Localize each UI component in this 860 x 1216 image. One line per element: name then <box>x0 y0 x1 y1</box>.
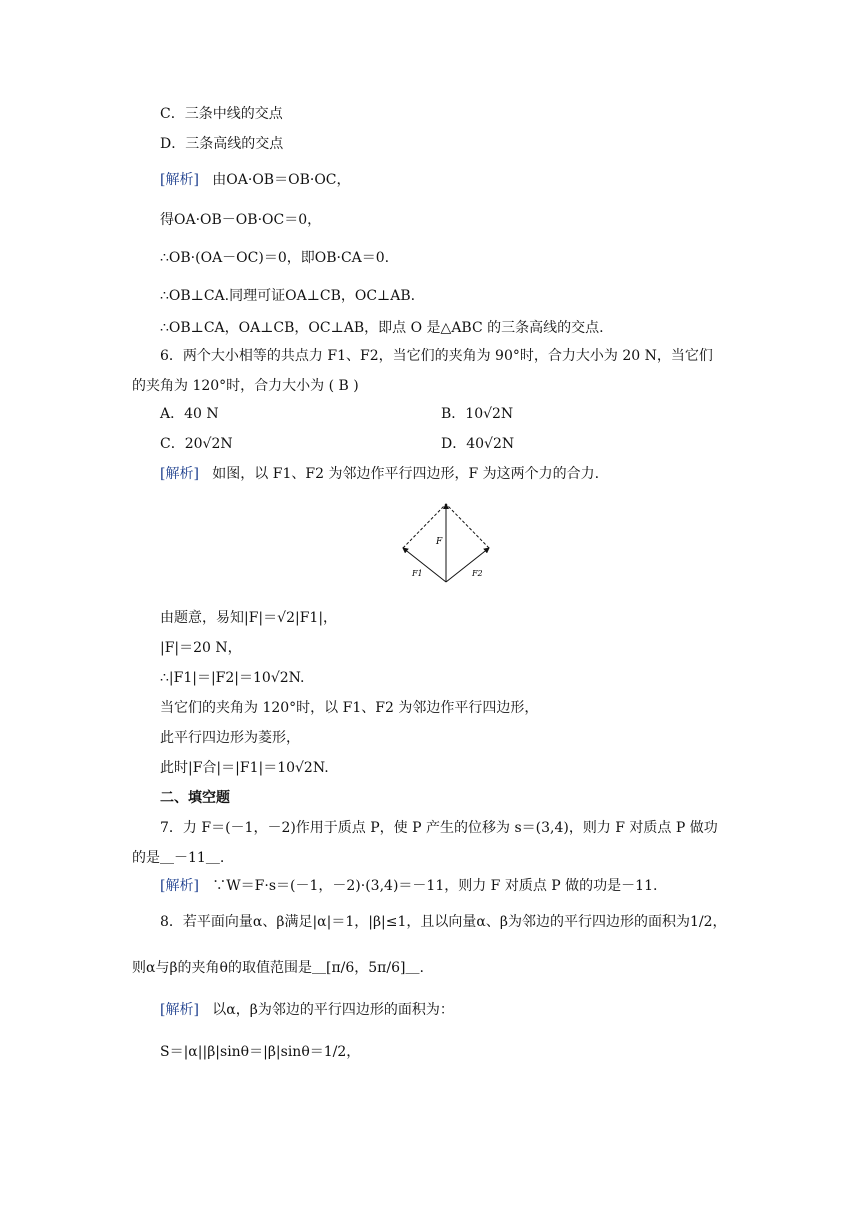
solution-line: 由题意，易知|F|＝√2|F1|， <box>160 610 338 626</box>
question-8-answer: 则α与β的夹角θ的取值范围是＿[π/6，5π/6]＿. <box>132 960 424 976</box>
dashed-side-right <box>446 504 489 548</box>
option-d: D．40√2N <box>441 436 515 452</box>
solution-line: ∴|F1|＝|F2|＝10√2N. <box>160 670 305 686</box>
label-f2: F2 <box>472 569 483 578</box>
analysis-text: 如图，以 F1、F2 为邻边作平行四边形，F 为这两个力的合力. <box>212 466 600 482</box>
solution-line: 得OA·OB－OB·OC＝0， <box>160 212 322 228</box>
analysis-line <box>160 170 351 190</box>
question-7-answer: 的是＿－11＿. <box>132 850 225 866</box>
question-6-stem-cont: 的夹角为 120°时，合力大小为 ( B ) <box>132 378 359 394</box>
option-d: D．三条高线的交点 <box>160 136 284 152</box>
analysis-line <box>160 876 657 896</box>
solution-line: 当它们的夹角为 120°时，以 F1、F2 为邻边作平行四边形， <box>160 700 539 716</box>
analysis-text: 由OA·OB＝OB·OC， <box>212 172 351 188</box>
option-c: C．20√2N <box>160 436 233 452</box>
analysis-line <box>160 1000 454 1020</box>
solution-line: 此平行四边形为菱形， <box>160 730 300 746</box>
solution-line: 此时|F合|＝|F1|＝10√2N. <box>160 760 329 776</box>
section-heading: 二、填空题 <box>160 790 230 806</box>
analysis-tag: [解析] <box>160 1002 199 1018</box>
solution-line: S＝|α||β|sinθ＝|β|sinθ＝1/2， <box>160 1044 361 1060</box>
force-parallelogram-diagram <box>396 498 496 584</box>
analysis-tag: [解析] <box>160 172 199 188</box>
analysis-tag: [解析] <box>160 878 199 894</box>
solution-line: ∴OB⊥CA，OA⊥CB，OC⊥AB，即点 O 是△ABC 的三条高线的交点. <box>160 320 604 336</box>
analysis-text: ∵W＝F·s＝(－1，－2)·(3,4)＝－11，则力 F 对质点 P 做的功是－11. <box>212 878 658 894</box>
question-7-stem: 7．力 F＝(－1，－2)作用于质点 P，使 P 产生的位移为 s＝(3,4)，则力 F 对质点 P 做功 <box>160 820 718 836</box>
analysis-text: 以α，β为邻边的平行四边形的面积为： <box>212 1002 454 1018</box>
option-c: C．三条中线的交点 <box>160 106 283 122</box>
solution-line: ∴OB⊥CA.同理可证OA⊥CB，OC⊥AB. <box>160 288 416 304</box>
analysis-tag: [解析] <box>160 466 199 482</box>
label-f1: F1 <box>412 569 423 578</box>
force-f1-arrow <box>403 548 446 582</box>
option-a: A．40 N <box>160 406 219 422</box>
solution-line: |F|＝20 N， <box>160 640 242 656</box>
question-8-stem: 8．若平面向量α、β满足|α|＝1，|β|≤1，且以向量α、β为邻边的平行四边形的面积为1/2， <box>160 914 727 930</box>
question-6-stem: 6．两个大小相等的共点力 F1、F2，当它们的夹角为 90°时，合力大小为 20 N，当它们 <box>160 348 713 364</box>
label-f: F <box>436 537 443 547</box>
solution-line: ∴OB·(OA－OC)＝0，即OB·CA＝0. <box>160 250 390 266</box>
option-b: B．10√2N <box>441 406 514 422</box>
analysis-line <box>160 464 599 484</box>
